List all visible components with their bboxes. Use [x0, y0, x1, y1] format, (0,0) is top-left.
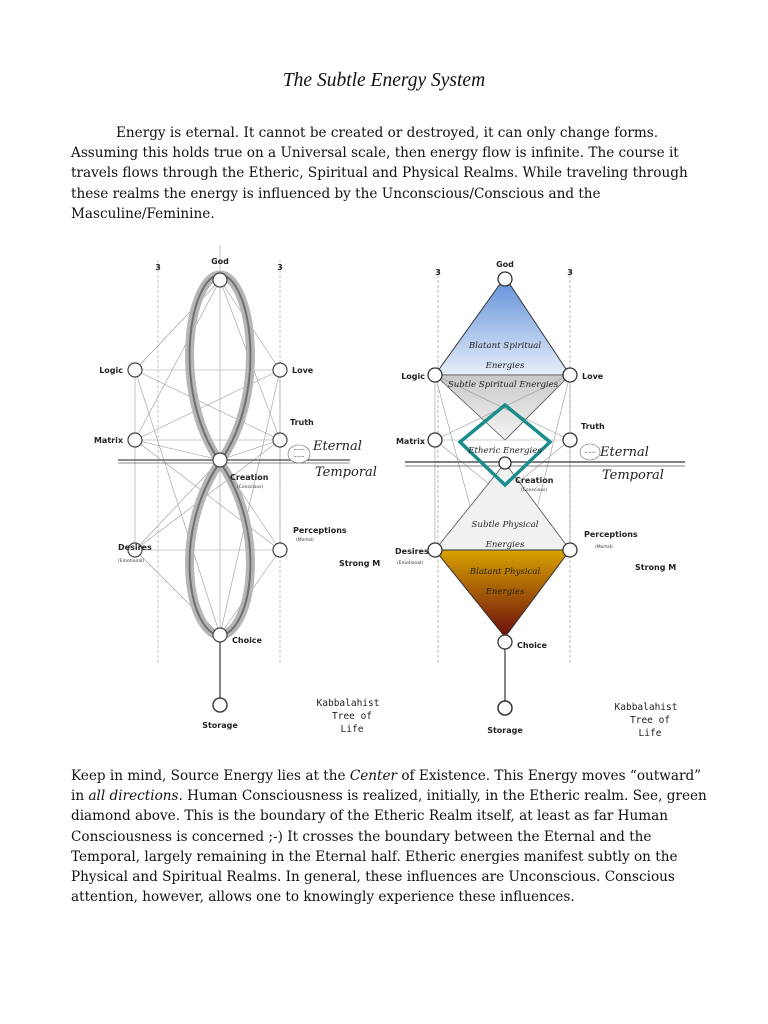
number-3-right: 3: [277, 263, 283, 272]
label-blatant-physical-1: Blatant Physical: [469, 567, 541, 577]
label-perceptions: Perceptions: [293, 526, 347, 535]
label-storage: Storage: [487, 726, 523, 735]
label-subtle-physical-1: Subtle Physical: [471, 520, 539, 530]
label-blatant-spiritual-1: Blatant Spiritual: [468, 341, 542, 351]
label-perceptions-sub: (Mortal): [595, 545, 613, 550]
label-perceptions: Perceptions: [584, 530, 638, 539]
label-matrix: Matrix: [93, 436, 123, 445]
label-matrix: Matrix: [395, 437, 425, 446]
body-paragraph: [71, 766, 711, 907]
label-eternal: Eternal: [600, 445, 649, 460]
label-blatant-spiritual-2: Energies: [485, 361, 525, 371]
label-tree-3: Life: [638, 728, 662, 739]
label-blatant-physical-2: Energies: [485, 587, 525, 597]
label-storage: Storage: [202, 721, 238, 730]
label-god: God: [211, 257, 229, 266]
label-creation-sub: (Conscious): [521, 488, 548, 493]
number-3-left: 3: [435, 268, 441, 277]
label-tree-1: Kabbalahist: [316, 698, 380, 709]
label-subtle-physical-2: Energies: [485, 540, 525, 550]
body-text-3: . Human Consciousness is realized, initially, in the Etheric realm. See, green diamond above. This is the boundary of the Etheric Realm itself, at least as far Human Consciousness is concerned ;-) It crosses the boundary between the Eternal and the Temporal, largely remaining in the Eternal half. Etheric energies manifest subtly on the Physical and Spiritual Realms. In general, these influences are Unconscious. Conscious attention, however, allows one to knowingly experience these influences.: [71, 788, 707, 906]
label-etheric: Etheric Energies: [468, 446, 542, 456]
label-love: Love: [292, 366, 314, 375]
intro-text: Energy is eternal. It cannot be created or destroyed, it can only change forms. Assuming this holds true on a Universal scale, then energy flow is infinite. The course it travels flows through the Etheric, Spiritual and Physical Realms. While traveling through these realms the energy is influenced by the Unconscious/Conscious and the Masculine/Feminine.: [71, 125, 688, 222]
body-emphasis-center: Center: [349, 768, 398, 784]
number-3-right: 3: [567, 268, 573, 277]
label-perceptions-sub: (Mortal): [296, 538, 314, 543]
label-temporal: Temporal: [602, 468, 664, 483]
label-tree-2: Tree of: [629, 715, 671, 726]
label-tree-3: Life: [340, 724, 364, 735]
label-desires-sub: (Emotional): [118, 559, 145, 564]
tree-of-life-energies-diagram: [395, 245, 695, 755]
label-tree-1: Kabbalahist: [614, 702, 678, 713]
label-choice: Choice: [232, 636, 262, 645]
label-subtle-spiritual: Subtle Spiritual Energies: [447, 380, 559, 390]
brain-glyph-2: ~~~: [293, 455, 305, 460]
label-logic: Logic: [401, 372, 425, 381]
label-desires-sub: (Emotional): [397, 561, 424, 566]
label-creation-sub: (Conscious): [237, 485, 264, 490]
page-title: The Subtle Energy System: [282, 70, 486, 91]
label-strong: Strong M: [339, 559, 381, 568]
label-god: God: [496, 260, 514, 269]
brain-glyph: ~~~: [293, 448, 305, 453]
label-truth: Truth: [581, 422, 605, 431]
label-creation: Creation: [230, 473, 269, 482]
body-text-1: Keep in mind, Source Energy lies at the: [71, 768, 350, 784]
label-creation: Creation: [515, 476, 554, 485]
label-desires: Desires: [118, 543, 152, 552]
label-love: Love: [582, 372, 604, 381]
body-emphasis-directions: all directions: [88, 788, 179, 805]
brain-glyph: ~~~: [584, 451, 596, 456]
label-logic: Logic: [99, 366, 123, 375]
label-eternal: Eternal: [313, 439, 362, 454]
label-desires: Desires: [395, 547, 429, 556]
label-temporal: Temporal: [315, 465, 377, 480]
label-truth: Truth: [290, 418, 314, 427]
label-strong: Strong M: [635, 563, 677, 572]
tree-of-life-infinity-diagram: [93, 240, 385, 750]
body-text-2: of Existence. This Energy moves “outward” in: [71, 768, 702, 805]
intro-paragraph: [71, 123, 711, 224]
label-tree-2: Tree of: [331, 711, 373, 722]
label-choice: Choice: [517, 641, 547, 650]
number-3-left: 3: [155, 263, 161, 272]
